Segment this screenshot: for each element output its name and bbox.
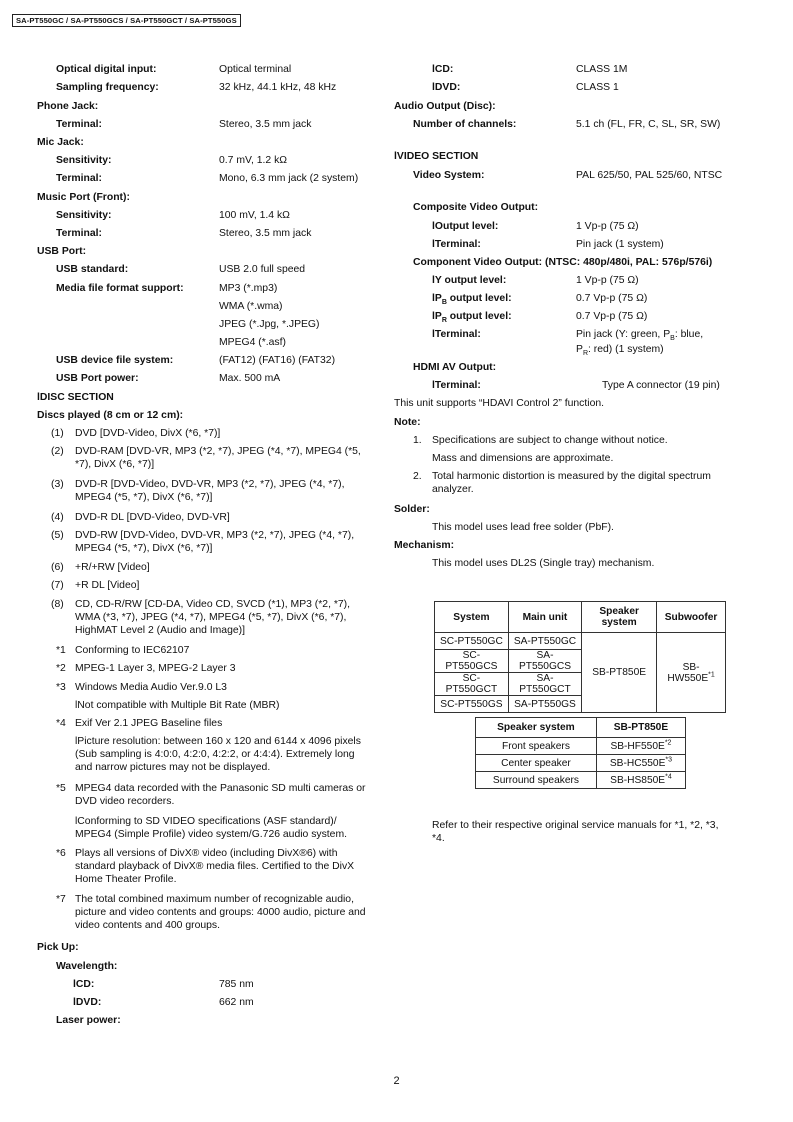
usb-power-label: USB Port power: (56, 373, 139, 384)
media-mp3: MP3 (*.mp3) (219, 283, 278, 294)
disc-5-text: DVD-RW [DVD-Video, DVD-VR, MP3 (*2, *7), JPEG (*4, *7), MPEG4 (*5, *7), DivX (*6, *7)] (75, 530, 355, 554)
disc-section-heading: lDISC SECTION (37, 392, 114, 403)
speaker-model-cell: $SB-HC550E^{*3}$ (596, 755, 685, 772)
disc-6-num: (6) (51, 562, 64, 573)
disc-1-num: (1) (51, 428, 64, 439)
disc-5-num: (5) (51, 530, 64, 541)
footnote-5-mark: *5 (56, 783, 66, 794)
table-row (476, 738, 686, 755)
usb-fs-value: (FAT12) (FAT16) (FAT32) (219, 355, 336, 366)
usb-std-value: USB 2.0 full speed (219, 264, 306, 275)
main-unit-cell: SA-PT550GS (508, 696, 581, 713)
main-unit-cell: SA-PT550GC (508, 633, 581, 650)
mic-terminal-label: Terminal: (56, 173, 102, 184)
mechanism-text: This model uses DL2S (Single tray) mechanism. (432, 558, 655, 569)
pr-level-label: $lP_R$ output level: (432, 311, 512, 325)
media-jpeg: JPEG (*.Jpg, *.JPEG) (219, 319, 320, 330)
system-table-header (435, 602, 726, 633)
video-system-label: Video System: (413, 170, 485, 181)
subwoofer-col-header: Subwoofer (657, 602, 726, 633)
channels-label: Number of channels: (413, 119, 517, 130)
y-level-label: lY output level: (432, 275, 507, 286)
media-wma: WMA (*.wma) (219, 301, 283, 312)
footnote-6-mark: *6 (56, 848, 66, 859)
page-number: 2 (393, 1075, 400, 1087)
sampling-value: 32 kHz, 44.1 kHz, 48 kHz (219, 82, 337, 93)
disc-3-text: DVD-R [DVD-Video, DVD-VR, MP3 (*2, *7), JPEG (*4, *7), MPEG4 (*5, *7), DivX (*6, *7)] (75, 479, 345, 503)
footnote-3-sub: lNot compatible with Multiple Bit Rate (MBR) (75, 700, 280, 711)
disc-6-text: +R/+RW [Video] (75, 562, 150, 573)
solder-text: This model uses lead free solder (PbF). (432, 522, 614, 533)
wavelength-heading: Wavelength: (56, 961, 118, 972)
laser-dvd-value: CLASS 1 (576, 82, 619, 93)
composite-terminal-label: lTerminal: (432, 239, 481, 250)
component-terminal-label: lTerminal: (432, 329, 481, 340)
pb-level-label: $lP_B$ output level: (432, 293, 512, 307)
footnote-2-mark: *2 (56, 663, 66, 674)
system-cell: SC-PT550GCS (435, 650, 509, 673)
mic-sens-label: Sensitivity: (56, 155, 112, 166)
system-cell: SC-PT550GCT (435, 673, 509, 696)
sampling-label: Sampling frequency: (56, 82, 159, 93)
refer-text: Refer to their respective original service manuals for *1, *2, *3, *4. (432, 820, 719, 844)
laser-cd-label: lCD: (432, 64, 454, 75)
wavelength-dvd-label: lDVD: (73, 997, 102, 1008)
pb-level-value: 0.7 Vp-p (75 Ω) (576, 293, 648, 304)
video-section-heading: lVIDEO SECTION (394, 151, 479, 162)
music-terminal-value: Stereo, 3.5 mm jack (219, 228, 312, 239)
audio-output-heading: Audio Output (Disc): (394, 101, 496, 112)
mic-jack-heading: Mic Jack: (37, 137, 84, 148)
disc-7-num: (7) (51, 580, 64, 591)
phone-jack-heading: Phone Jack: (37, 101, 99, 112)
wavelength-cd-value: 785 nm (219, 979, 254, 990)
hdavi-text: This unit supports “HDAVI Control 2” function. (394, 398, 605, 409)
usb-std-label: USB standard: (56, 264, 129, 275)
footnote-3-text: Windows Media Audio Ver.9.0 L3 (75, 682, 227, 693)
speaker-system-cell: SB-PT850E (582, 633, 657, 713)
footnote-7-mark: *7 (56, 894, 66, 905)
note-1-num: 1. (413, 435, 422, 446)
main-unit-cell: SA-PT550GCS (508, 650, 581, 673)
footnote-7-text: The total combined maximum number of recognizable audio, picture and video contents and groups: 4000 audio, picture and video contents and 400 groups. (75, 894, 366, 931)
footnote-1-text: Conforming to IEC62107 (75, 645, 190, 656)
music-port-heading: Music Port (Front): (37, 192, 130, 203)
discs-played-heading: Discs played (8 cm or 12 cm): (37, 410, 184, 421)
speaker-name-cell: Surround speakers (476, 772, 597, 789)
footnote-2-text: MPEG-1 Layer 3, MPEG-2 Layer 3 (75, 663, 236, 674)
subwoofer-cell: $SB-HW550E^{*1}$ (657, 633, 726, 713)
laser-power-heading: Laser power: (56, 1015, 121, 1026)
solder-heading: Solder: (394, 504, 430, 515)
system-cell: SC-PT550GC (435, 633, 509, 650)
speaker-model-cell: $SB-HS850E^{*4}$ (596, 772, 685, 789)
note-2-num: 2. (413, 471, 422, 482)
model-header: SA-PT550GC / SA-PT550GCS / SA-PT550GCT / SA-PT550GS (12, 14, 241, 27)
note-1-sub: Mass and dimensions are approximate. (432, 453, 614, 464)
note-heading: Note: (394, 417, 421, 428)
music-sens-label: Sensitivity: (56, 210, 112, 221)
mic-terminal-value: Mono, 6.3 mm jack (2 system) (219, 173, 359, 184)
disc-8-text: CD, CD-R/RW [CD-DA, Video CD, SVCD (*1), MP3 (*2, *7), WMA (*3, *7), JPEG (*4, *7), MPEG4 (*5, *7), DivX (*6, *7), HighMAT Level 2 (Audio and Image)] (75, 599, 351, 636)
wavelength-cd-label: lCD: (73, 979, 95, 990)
speaker-col-header: Speaker system (582, 602, 657, 633)
footnote-4-sub: lPicture resolution: between 160 x 120 and 6144 x 4096 pixels (Sub sampling is 4:0:0, 4:2:0, 4:2:2, or 4:4:4). Extremely long and narrow pictures may not be displayed. (75, 736, 361, 773)
media-label: Media file format support: (56, 283, 184, 294)
laser-cd-value: CLASS 1M (576, 64, 628, 75)
phone-terminal-value: Stereo, 3.5 mm jack (219, 119, 312, 130)
hdmi-terminal-label: lTerminal: (432, 380, 481, 391)
y-level-value: 1 Vp-p (75 Ω) (576, 275, 639, 286)
usb-port-heading: USB Port: (37, 246, 87, 257)
speaker-system-col-header: Speaker system (476, 718, 597, 738)
hdmi-terminal-value: Type A connector (19 pin) (602, 380, 720, 391)
media-mpeg4: MPEG4 (*.asf) (219, 337, 286, 348)
table-row (435, 633, 726, 650)
channels-value: 5.1 ch (FL, FR, C, SL, SR, SW) (576, 119, 721, 130)
disc-2-num: (2) (51, 446, 64, 457)
pr-level-value: 0.7 Vp-p (75 Ω) (576, 311, 648, 322)
footnote-1-mark: *1 (56, 645, 66, 656)
note-1-text: Specifications are subject to change without notice. (432, 435, 668, 446)
table-row (476, 772, 686, 789)
footnote-4-mark: *4 (56, 718, 66, 729)
hdmi-heading: HDMI AV Output: (413, 362, 497, 373)
system-table (434, 601, 726, 713)
phone-terminal-label: Terminal: (56, 119, 102, 130)
disc-2-text: DVD-RAM [DVD-VR, MP3 (*2, *7), JPEG (*4, *7), MPEG4 (*5, *7), DivX (*6, *7)] (75, 446, 361, 470)
footnote-4-text: Exif Ver 2.1 JPEG Baseline files (75, 718, 223, 729)
component-terminal-value-1: Pin jack (Y: green, $P_B$: blue, (576, 329, 704, 343)
footnote-5-sub: lConforming to SD VIDEO specifications (ASF standard)/ MPEG4 (Simple Profile) video system/G.726 audio system. (75, 816, 347, 840)
disc-7-text: +R DL [Video] (75, 580, 140, 591)
table-row (476, 755, 686, 772)
music-terminal-label: Terminal: (56, 228, 102, 239)
disc-1-text: DVD [DVD-Video, DivX (*6, *7)] (75, 428, 221, 439)
mic-sens-value: 0.7 mV, 1.2 kΩ (219, 155, 288, 166)
disc-4-text: DVD-R DL [DVD-Video, DVD-VR] (75, 512, 230, 523)
speaker-model-cell: $SB-HF550E^{*2}$ (596, 738, 685, 755)
footnote-5-text: MPEG4 data recorded with the Panasonic SD multi cameras or DVD video recorders. (75, 783, 366, 807)
optical-value: Optical terminal (219, 64, 292, 75)
composite-heading: Composite Video Output: (413, 202, 539, 213)
note-2-text: Total harmonic distortion is measured by the digital spectrum analyzer. (432, 471, 711, 495)
footnote-6-text: Plays all versions of DivX® video (including DivX®6) with standard playback of DivX® media files. Certified to the DivX Home Theater Profile. (75, 848, 355, 885)
component-heading: Component Video Output: (NTSC: 480p/480i, PAL: 576p/576i) (413, 257, 713, 268)
usb-fs-label: USB device file system: (56, 355, 174, 366)
music-sens-value: 100 mV, 1.4 kΩ (219, 210, 290, 221)
composite-level-label: lOutput level: (432, 221, 499, 232)
usb-power-value: Max. 500 mA (219, 373, 281, 384)
sb-pt850e-col-header: SB-PT850E (596, 718, 685, 738)
mechanism-heading: Mechanism: (394, 540, 455, 551)
speaker-name-cell: Center speaker (476, 755, 597, 772)
pickup-heading: Pick Up: (37, 942, 79, 953)
composite-level-value: 1 Vp-p (75 Ω) (576, 221, 639, 232)
disc-3-num: (3) (51, 479, 64, 490)
system-cell: SC-PT550GS (435, 696, 509, 713)
main-unit-col-header: Main unit (508, 602, 581, 633)
video-system-value: PAL 625/50, PAL 525/60, NTSC (576, 170, 723, 181)
disc-4-num: (4) (51, 512, 64, 523)
speaker-table-header (476, 718, 686, 738)
disc-8-num: (8) (51, 599, 64, 610)
speaker-table (475, 717, 686, 789)
laser-dvd-label: lDVD: (432, 82, 461, 93)
system-col-header: System (435, 602, 509, 633)
speaker-name-cell: Front speakers (476, 738, 597, 755)
main-unit-cell: SA-PT550GCT (508, 673, 581, 696)
component-terminal-value-2: $P_R$: red) (1 system) (576, 344, 664, 358)
composite-terminal-value: Pin jack (1 system) (576, 239, 664, 250)
footnote-3-mark: *3 (56, 682, 66, 693)
wavelength-dvd-value: 662 nm (219, 997, 254, 1008)
optical-label: Optical digital input: (56, 64, 157, 75)
